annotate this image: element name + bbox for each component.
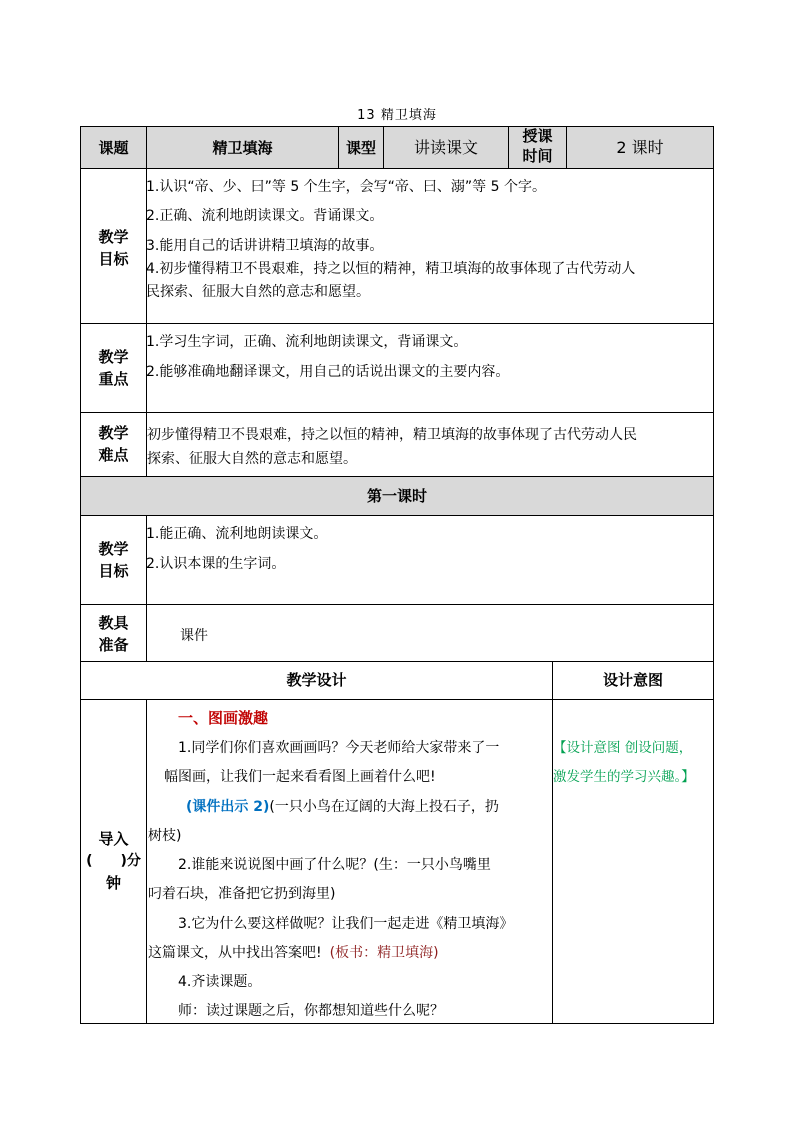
goal-item: 1.认识“帝、少、曰”等 5 个生字，会写“帝、曰、溺”等 5 个字。 — [146, 179, 546, 195]
topic-value: 精卫填海 — [212, 139, 273, 157]
hours-value: 2 课时 — [616, 138, 664, 157]
design-text — [148, 943, 439, 963]
label-hours-2: 时间 — [522, 147, 553, 165]
goal-item: 4.初步懂得精卫不畏艰难，持之以恒的精神，精卫填海的故事体现了古代劳动人 — [146, 261, 636, 277]
keypoint-item: 2.能够准确地翻译课文，用自己的话说出课文的主要内容。 — [146, 364, 510, 380]
courseware-note: (课件出示 2) — [186, 799, 270, 815]
difficulty-line: 探索、征服大自然的意志和愿望。 — [147, 451, 357, 467]
type-value: 讲读课文 — [413, 138, 478, 157]
tools-label-1: 教具 — [98, 614, 129, 632]
design-text — [186, 797, 499, 817]
design-text: 1.同学们你们喜欢画画吗？今天老师给大家带来了一 — [178, 740, 500, 756]
design-text: 这篇课文，从中找出答案吧! — [148, 945, 322, 961]
keypoints-label-1: 教学 — [98, 348, 129, 366]
section-label-2: ( )分 — [86, 853, 141, 869]
label-hours-1: 授课 — [522, 127, 553, 145]
col-intent: 设计意图 — [602, 671, 663, 689]
label-topic: 课题 — [98, 139, 129, 157]
design-text: 2.谁能来说说图中画了什么呢？(生：一只小鸟嘴里 — [178, 857, 491, 873]
label-type: 课型 — [345, 139, 376, 157]
page-title: 13 精卫填海 — [357, 108, 437, 123]
tools-label-2: 准备 — [98, 636, 129, 654]
design-text: 树枝) — [148, 828, 182, 844]
goal-item: 3.能用自己的话讲讲精卫填海的故事。 — [146, 238, 384, 254]
design-text: 3.它为什么要这样做呢？让我们一起走进《精卫填海》 — [178, 916, 514, 932]
goals-label-2: 目标 — [98, 250, 129, 268]
design-text: (一只小鸟在辽阔的大海上投石子，扔 — [269, 799, 499, 815]
goal-item: 2.正确、流利地朗读课文。背诵课文。 — [146, 208, 384, 224]
keypoint-item: 1.学习生字词，正确、流利地朗读课文，背诵课文。 — [146, 334, 468, 350]
lesson1-goal: 1.能正确、流利地朗读课文。 — [146, 526, 328, 542]
lesson1-goals-label-1: 教学 — [98, 540, 129, 558]
difficulty-line: 初步懂得精卫不畏艰难，持之以恒的精神，精卫填海的故事体现了古代劳动人民 — [147, 427, 637, 443]
lesson1-goals-label-2: 目标 — [98, 562, 129, 580]
lesson1-goal: 2.认识本课的生字词。 — [146, 556, 286, 572]
goals-label-1: 教学 — [98, 228, 129, 246]
blackboard-note: (板书：精卫填海) — [329, 945, 439, 961]
col-design: 教学设计 — [286, 671, 347, 689]
intent-line: 【设计意图 创设问题， — [553, 740, 693, 756]
design-text: 幅图画，让我们一起来看看图上画着什么吧! — [164, 769, 436, 785]
section-label-1: 导入 — [98, 830, 129, 848]
section-heading: 一、图画激趣 — [178, 709, 269, 727]
design-text: 师：读过课题之后，你都想知道些什么呢？ — [178, 1003, 444, 1019]
lesson1-heading: 第一课时 — [366, 487, 427, 505]
design-text: 4.齐读课题。 — [178, 974, 262, 990]
difficulties-label-2: 难点 — [98, 446, 129, 464]
design-text: 叼着石块，准备把它扔到海里) — [148, 886, 336, 902]
keypoints-label-2: 重点 — [98, 370, 129, 388]
goal-item: 民探索、征服大自然的意志和愿望。 — [146, 284, 370, 300]
tools-value: 课件 — [180, 628, 208, 644]
intent-line: 激发学生的学习兴趣。】 — [553, 769, 695, 785]
difficulties-label-1: 教学 — [98, 424, 129, 442]
section-label-3: 钟 — [105, 874, 121, 892]
